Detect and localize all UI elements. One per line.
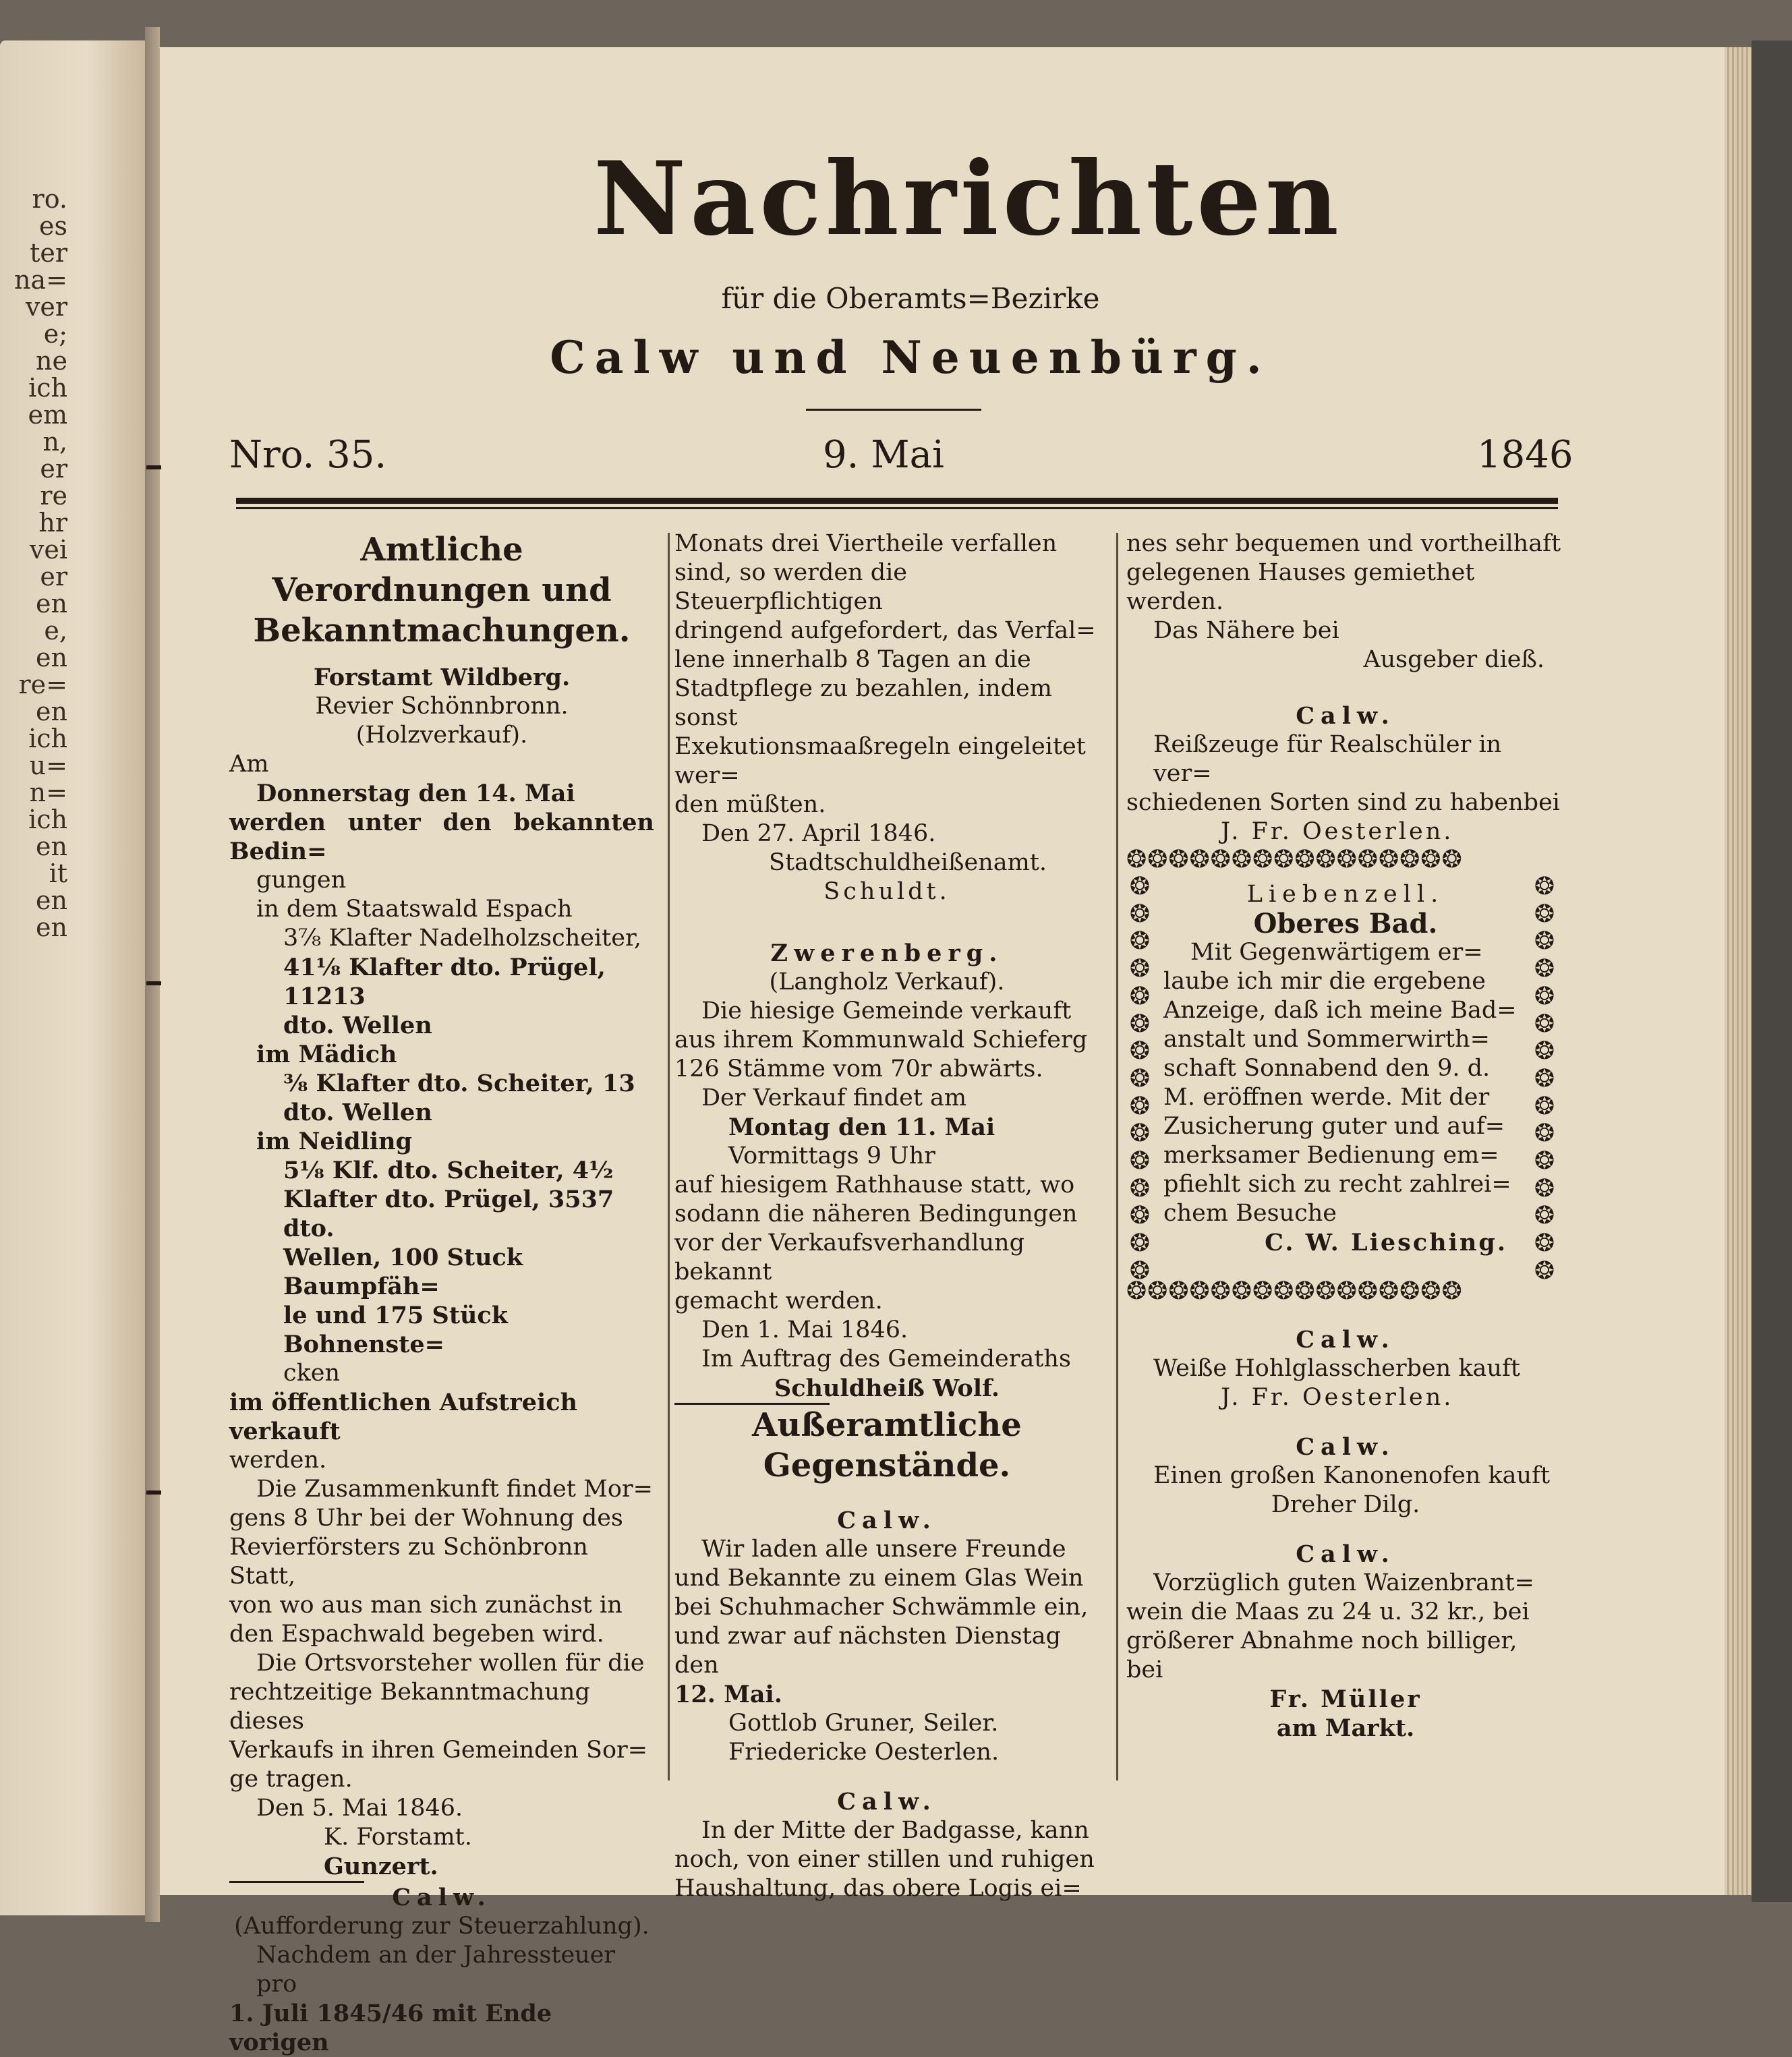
issue-year: 1846 (1477, 433, 1573, 477)
facing-page-fragment: ter (30, 238, 67, 268)
notice-title: Forstamt Wildberg. (313, 664, 571, 691)
text-line: ⅜ Klafter dto. Scheiter, 13 (283, 1070, 635, 1097)
text-line: 5⅛ Klf. dto. Scheiter, 4½ (283, 1157, 614, 1184)
text-line: 126 Stämme vom 70r abwärts. (674, 1055, 1043, 1082)
text-line: gelegenen Hauses gemiethet werden. (1126, 559, 1475, 615)
text-line: Mit Gegenwärtigem er= (1190, 939, 1483, 966)
text-line: ge tragen. (229, 1766, 353, 1793)
text-line: und Bekannte zu einem Glas Wein (674, 1565, 1084, 1592)
text-line: gens 8 Uhr bei der Wohnung des (229, 1505, 623, 1532)
notice-signature: Im Auftrag des Gemeinderaths (701, 1345, 1071, 1372)
facing-page-fragment: na= (14, 265, 67, 295)
text-line: Am (229, 751, 269, 778)
frame-ornament-column: ❂ ❂ ❂ ❂ ❂ ❂ ❂ ❂ ❂ ❂ ❂ ❂ ❂ ❂ ❂ (1534, 873, 1555, 1285)
issue-number: Nro. 35. (229, 433, 387, 477)
margin-mark (146, 1490, 161, 1495)
text-line: schaft Sonnabend den 9. d. (1163, 1055, 1491, 1082)
text-line: Stadtpflege zu bezahlen, indem sonst (674, 675, 1052, 731)
text-line: Verkaufs in ihren Gemeinden Sor= (229, 1737, 648, 1764)
column-3 (1126, 529, 1565, 1743)
text-line: Klafter dto. Prügel, 3537 dto. (283, 1186, 614, 1242)
facing-page-fragment: re (40, 481, 67, 511)
notice-signature: Fr. Müller (1269, 1685, 1422, 1713)
header-rule (236, 498, 1558, 504)
text-line: Wir laden alle unsere Freunde (701, 1536, 1066, 1563)
notice-signature: Gunzert. (324, 1853, 438, 1880)
facing-page-fragment: en (36, 912, 67, 942)
notice-signature: am Markt. (1276, 1714, 1415, 1742)
text-line: im öffentlichen Aufstreich verkauft (229, 1389, 578, 1445)
frame-ornament-row: ❂❂❂❂❂❂❂❂❂❂❂❂❂❂❂❂ (1126, 1277, 1463, 1305)
text-line: dto. Wellen (283, 1099, 432, 1126)
text-line: nes sehr bequemen und vortheilhaft (1126, 530, 1561, 557)
text-line: gungen (256, 867, 347, 894)
masthead-rule (806, 409, 981, 411)
notice-subtitle: (Aufforderung zur Steuerzahlung). (234, 1913, 649, 1940)
facing-page-fragment: ro. (32, 184, 67, 214)
notice-title: Calw. (1296, 1540, 1395, 1568)
text-line: chem Besuche (1163, 1200, 1337, 1227)
ad-subtitle: Oberes Bad. (1253, 908, 1438, 939)
facing-page-fragment: en (36, 697, 67, 726)
notice-signature: J. Fr. Oesterlen. (1221, 1384, 1454, 1411)
column-2 (674, 529, 1099, 1903)
text-line: 12. Mai. (674, 1681, 782, 1708)
notice-title: Calw. (1296, 702, 1395, 730)
frame-ornament-column: ❂ ❂ ❂ ❂ ❂ ❂ ❂ ❂ ❂ ❂ ❂ ❂ ❂ ❂ ❂ (1129, 873, 1151, 1285)
text-line: Die hiesige Gemeinde verkauft (701, 997, 1072, 1024)
text-line: den Espachwald begeben wird. (229, 1621, 604, 1648)
text-line: sind, so werden die Steuerpflichtigen (674, 559, 908, 615)
facing-page-edge (0, 40, 145, 1915)
notice-date: Den 27. April 1846. (701, 820, 936, 847)
text-line: vor der Verkaufsverhandlung bekannt (674, 1229, 1024, 1285)
text-line: von wo aus man sich zunächst in (229, 1592, 623, 1619)
facing-page-fragment: ich (28, 373, 67, 403)
column-divider (668, 533, 670, 1780)
facing-page-fragment: u= (29, 751, 67, 780)
facing-page-fragment: e, (44, 616, 67, 645)
text-line: werden unter den bekannten Bedin= (229, 809, 654, 865)
text-line: In der Mitte der Badgasse, kann (701, 1817, 1089, 1844)
text-line: anstalt und Sommerwirth= (1163, 1026, 1490, 1053)
notice-signature: Stadtschuldheißenamt. (769, 849, 1047, 876)
text-line: in dem Staatswald Espach (256, 896, 573, 923)
facing-page-fragment: e; (43, 319, 67, 349)
text-line: M. eröffnen werde. Mit der (1163, 1084, 1490, 1111)
text-line: schiedenen Sorten sind zu habenbei (1126, 789, 1560, 816)
notice-signature: Ausgeber dieß. (1363, 646, 1544, 673)
book-gutter (145, 27, 160, 1922)
text-line: und zwar auf nächsten Dienstag den (674, 1623, 1061, 1679)
framed-ad-body (1163, 880, 1528, 1257)
text-line: dto. Wellen (283, 1012, 432, 1039)
text-line: Wellen, 100 Stuck Baumpfäh= (283, 1244, 523, 1300)
text-line: Einen großen Kanonenofen kauft (1153, 1462, 1551, 1489)
text-line: pfiehlt sich zu recht zahlrei= (1163, 1171, 1511, 1198)
notice-title: Calw. (392, 1884, 492, 1911)
facing-page-fragment: en (36, 886, 67, 915)
margin-mark (146, 465, 161, 469)
facing-page-fragment: ich (28, 805, 67, 834)
text-line: 3⅞ Klafter Nadelholzscheiter, (283, 925, 641, 952)
text-line: den müßten. (674, 791, 826, 818)
text-line: 1. Juli 1845/46 mit Ende vorigen (229, 2000, 552, 2056)
notice-date: Den 1. Mai 1846. (701, 1316, 908, 1343)
notice-signature: J. Fr. Oesterlen. (1221, 818, 1454, 845)
text-line: aus ihrem Kommunwald Schieferg (674, 1026, 1088, 1053)
text-line: Die Zusammenkunft findet Mor= (256, 1476, 654, 1503)
facing-page-fragment: en (36, 643, 67, 672)
text-line: Revierförsters zu Schönbronn Statt, (229, 1534, 588, 1590)
page-stack-edge (1725, 47, 1752, 1895)
text-line: Reißzeuge für Realschüler in ver= (1153, 731, 1502, 787)
facing-page-fragment: n= (29, 778, 67, 807)
text-line: Haushaltung, das obere Logis ei= (674, 1875, 1082, 1902)
masthead-title: Nachrichten (594, 140, 1343, 258)
text-line: gemacht werden. (674, 1287, 883, 1314)
facing-page-fragment: ich (28, 724, 67, 753)
ad-title: Liebenzell. (1246, 881, 1445, 908)
header-rule-thin (236, 507, 1558, 509)
text-line: le und 175 Stück Bohnenste= (283, 1302, 508, 1358)
facing-page-fragment: it (49, 859, 67, 888)
text-line: wein die Maas zu 24 u. 32 kr., bei (1126, 1598, 1530, 1625)
text-line: Weiße Hohlglasscherben kauft (1153, 1355, 1520, 1382)
section-heading-nonofficial: Außeramtliche Gegenstände. (752, 1406, 1022, 1484)
notice-title: Calw. (1296, 1326, 1395, 1354)
facing-page-fragment: er (40, 562, 67, 591)
text-line: Das Nähere bei (1153, 617, 1339, 644)
text-line: bei Schuhmacher Schwämmle ein, (674, 1594, 1089, 1621)
facing-page-fragment: em (28, 400, 67, 430)
text-line: werden. (229, 1447, 327, 1474)
text-line: 41⅛ Klafter dto. Prügel, 11213 (283, 954, 606, 1010)
text-line: Vormittags 9 Uhr (728, 1142, 935, 1169)
ad-signature: C. W. Liesching. (1265, 1229, 1507, 1256)
masthead-places: Calw und Neuenbürg. (550, 331, 1271, 384)
text-line: merksamer Bedienung em= (1163, 1142, 1499, 1169)
text-line: Die Ortsvorsteher wollen für die (256, 1650, 645, 1677)
text-line: Anzeige, daß ich meine Bad= (1163, 997, 1517, 1024)
notice-signature: Friedericke Oesterlen. (728, 1739, 1000, 1766)
text-line: Exekutionsmaaßregeln eingeleitet wer= (674, 733, 1086, 789)
facing-page-fragment: re= (18, 670, 67, 699)
text-line: noch, von einer stillen und ruhigen (674, 1846, 1095, 1873)
notice-signature: Dreher Dilg. (1271, 1491, 1420, 1518)
notice-subtitle: Revier Schönnbronn. (315, 693, 569, 720)
facing-page-fragment: hr (38, 508, 67, 538)
notice-title: Calw. (1296, 1433, 1395, 1461)
text-line: dringend aufgefordert, das Verfal= (674, 617, 1096, 644)
text-line: Nachdem an der Jahressteuer pro (256, 1942, 616, 1998)
facing-page-fragment: vei (29, 535, 67, 564)
section-heading-official: Amtliche Verordnungen und Bekanntmachungen. (253, 531, 631, 649)
facing-page-fragment: ne (36, 346, 67, 376)
text-line: Monats drei Viertheile verfallen (674, 530, 1058, 557)
column-1 (229, 529, 654, 2057)
issue-date: 9. Mai (823, 433, 944, 477)
notice-title: Calw. (837, 1788, 937, 1816)
masthead-subtitle: für die Oberamts=Bezirke (721, 282, 1100, 315)
text-line: auf hiesigem Rathhause statt, wo (674, 1171, 1075, 1198)
notice-title: Zwerenberg. (770, 939, 1004, 967)
notice-title: Calw. (837, 1507, 937, 1534)
text-line: Vorzüglich guten Waizenbrant= (1153, 1569, 1534, 1596)
notice-signature: K. Forstamt. (324, 1824, 472, 1851)
text-line: größerer Abnahme noch billiger, (1126, 1627, 1518, 1654)
facing-page-fragment: es (39, 211, 67, 241)
notice-signature: Schuldt. (823, 878, 950, 905)
text-line: Der Verkauf findet am (701, 1084, 967, 1111)
text-line: Montag den 11. Mai (728, 1113, 995, 1141)
text-line: laube ich mir die ergebene (1163, 968, 1486, 995)
notice-signature: Schuldheiß Wolf. (774, 1374, 1000, 1402)
notice-subtitle: (Holzverkauf). (355, 722, 528, 749)
notice-date: Den 5. Mai 1846. (256, 1795, 463, 1822)
text-line: cken (283, 1360, 341, 1387)
text-line: rechtzeitige Bekanntmachung dieses (229, 1679, 590, 1735)
notice-signature: Gottlob Gruner, Seiler. (728, 1710, 999, 1737)
facing-page-fragment: en (36, 589, 67, 618)
column-divider (1116, 533, 1118, 1780)
notice-subtitle: (Langholz Verkauf). (769, 968, 1005, 995)
facing-page-fragment: ver (25, 292, 67, 322)
text-line: Donnerstag den 14. Mai (256, 780, 575, 807)
text-line: lene innerhalb 8 Tagen an die (674, 646, 1031, 673)
facing-page-fragment: en (36, 832, 67, 861)
margin-mark (146, 981, 161, 985)
facing-page-text-fragments (0, 185, 67, 941)
text-line: Zusicherung guter und auf= (1163, 1113, 1505, 1140)
text-line: im Neidling (256, 1128, 413, 1155)
text-line: sodann die näheren Bedingungen (674, 1200, 1078, 1227)
text-line: im Mädich (256, 1041, 397, 1068)
facing-page-fragment: er (40, 454, 67, 484)
frame-ornament-row: ❂❂❂❂❂❂❂❂❂❂❂❂❂❂❂❂ (1126, 846, 1463, 873)
text-line: bei (1126, 1656, 1163, 1683)
book-cover (1752, 40, 1792, 1902)
facing-page-fragment: n, (42, 427, 67, 457)
ornamental-frame-ad (1126, 846, 1565, 1305)
